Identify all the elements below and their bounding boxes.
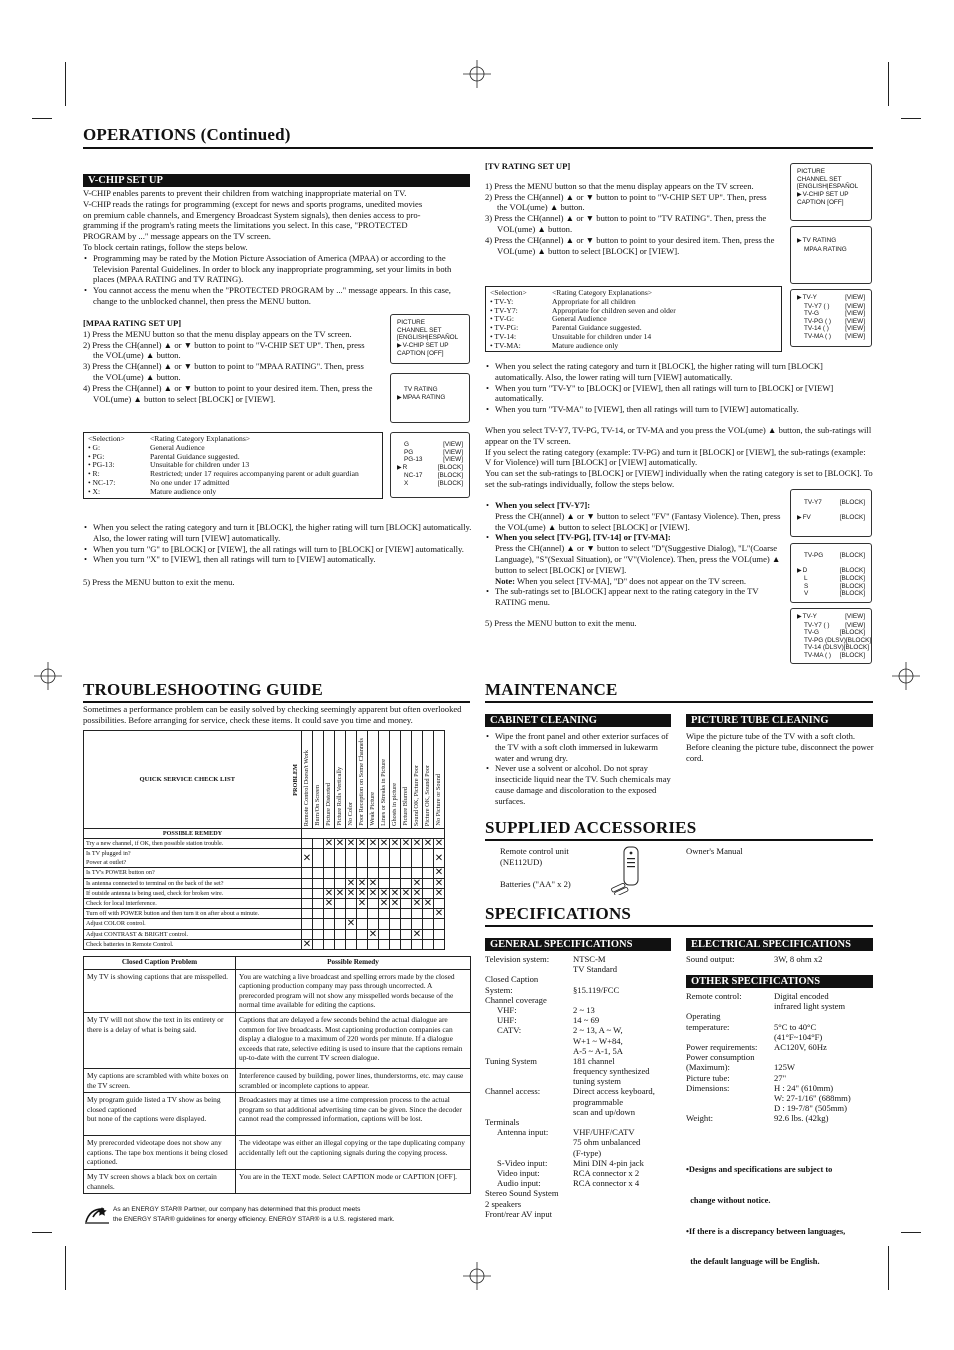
table-row xyxy=(84,919,445,929)
spec-row: frequency synthesized xyxy=(573,1066,650,1077)
spec-row: Remote control: Digital encoded xyxy=(686,991,829,1001)
table-row: • G: General Audience xyxy=(88,442,205,452)
check-mark-cell: ✕ xyxy=(346,887,356,899)
check-mark-cell: ✕ xyxy=(379,887,389,899)
list-item: • When you select [TV-Y7]: xyxy=(485,500,785,511)
empty-cell xyxy=(335,939,346,949)
table-row: • TV-MA: Mature audience only xyxy=(490,340,619,350)
spec-row: A-5 ~ A-1, 5A xyxy=(573,1045,624,1056)
table-row xyxy=(84,898,445,908)
check-mark-cell: ✕ xyxy=(357,898,367,910)
empty-cell xyxy=(335,909,346,919)
registration-mark-icon xyxy=(892,662,920,690)
remedy-cell: Is TV plugged in? Power at outlet? xyxy=(84,849,302,868)
menu-screen: PICTURE CHANNEL SET [ENGLISH|ESPAÑOL ▶ V-CHIP SET UP CAPTION [OFF] xyxy=(790,163,872,221)
check-mark-cell: ✕ xyxy=(368,928,378,940)
empty-cell xyxy=(302,929,313,939)
table-row: My TV is showing captions that are misspelled. You are watching a live broadcast and spelling errors made by the closed captioning production company may pass through uncorrected. A prerecorded program will not show any misspelled words because of the normal time available for editing the captions. xyxy=(84,969,471,1012)
sub-rating-section: • When you select [TV-Y7]: Press the CH(annel) ▲ or ▼ button to select "FV" (Fantasy Violence). Then, press the VOL(ume) ▲ button to select [BLOCK] or [VIEW]. • When you select [TV-PG], [TV-14] or [TV-MA]: Press the CH(annel) ▲ or ▼ button to select "D"(Suggestive Dialog), "L"(Coarse Language), "S"(Sexual Situation), or "V"(Violence). Then, press the VOL(ume) ▲ button to select [BLOCK] or [VIEW]. Note: When you select [TV-MA], "D" does not appear on the TV screen. • The sub-ratings set to [BLOCK] appear next to the rating category in the TV RATING menu. 5) Press the MENU button to exit the menu. xyxy=(485,500,785,629)
list-item: • You cannot access the menu when the "PROTECTED PROGRAM by ..." message appears. In this case, change to the unblocked channel, then press the MENU button. xyxy=(83,285,473,307)
spec-row: Stereo Sound System xyxy=(485,1188,559,1199)
troubleshooting-intro: Sometimes a performance problem can be easily solved by checking seemingly apparent but often overlooked possibilities. Before arranging for service, check these items. It could save you time and money. xyxy=(83,704,462,725)
spec-row: Power requirements: AC120V, 60Hz xyxy=(686,1041,827,1052)
empty-cell xyxy=(401,849,412,868)
empty-cell xyxy=(357,919,368,929)
other-specs-bar: OTHER SPECIFICATIONS xyxy=(686,975,873,988)
empty-cell xyxy=(324,939,335,949)
list-item: • When you turn "TV-Y" to [BLOCK] or [VIEW], then all ratings will turn to [BLOCK] or [VIEW] automatically. xyxy=(485,383,873,405)
empty-cell xyxy=(401,909,412,919)
list-item: 3) Press the CH(annel) ▲ or ▼ button to point to "MPAA RATING". Then, press the VOL(ume) ▲ button. xyxy=(83,361,364,382)
crop-mark xyxy=(65,62,66,106)
check-mark-cell: ✕ xyxy=(390,838,400,850)
menu-screen: ▶ TV-Y [VIEW] TV-Y7 ( ) [VIEW] TV-G [VIEW] TV-PG ( ) [VIEW] TV-14 ( ) [VIEW] TV-MA ( ) [VIEW] xyxy=(790,289,872,347)
vchip-bar: V-CHIP SET UP xyxy=(83,174,470,187)
empty-cell xyxy=(324,868,335,878)
empty-cell xyxy=(434,939,445,949)
empty-cell xyxy=(357,929,368,939)
check-mark-cell: ✕ xyxy=(302,849,313,868)
empty-cell xyxy=(379,909,390,919)
crop-mark xyxy=(901,118,921,119)
divider xyxy=(485,839,873,841)
remedy-cell: Turn off with POWER button and then turn it on after about a minute. xyxy=(84,909,302,919)
table-row xyxy=(84,878,445,888)
empty-cell xyxy=(412,849,423,868)
list-item: 4) Press the CH(annel) ▲ or ▼ button to point to your desired item. Then, press the VOL(ume) ▲ button to select [BLOCK] or [VIEW]. xyxy=(485,234,775,256)
check-mark-cell: ✕ xyxy=(401,887,411,899)
empty-cell xyxy=(390,878,401,888)
list-item: • When you select [TV-PG], [TV-14] or [TV-MA]: xyxy=(485,532,785,543)
check-mark-cell: ✕ xyxy=(423,898,433,910)
spec-row: programmable xyxy=(573,1096,624,1107)
check-mark-cell: ✕ xyxy=(324,898,334,910)
menu-screen: ▶ TV RATING MPAA RATING xyxy=(790,226,872,284)
check-mark-cell: ✕ xyxy=(335,838,345,850)
list-item: • The sub-ratings set to [BLOCK] appear next to the rating category in the TV RATING menu. xyxy=(485,586,785,608)
empty-cell xyxy=(302,919,313,929)
remedy-cell: Try a new channel, if OK, then possible station trouble. xyxy=(84,839,302,849)
check-mark-cell: ✕ xyxy=(302,938,312,950)
registration-mark-icon xyxy=(463,1262,491,1290)
check-mark-cell: ✕ xyxy=(346,918,356,930)
spec-row: 2 speakers xyxy=(485,1198,522,1209)
empty-cell xyxy=(324,878,335,888)
menu-screen: G [VIEW] PG [VIEW] PG-13 [VIEW] ▶ R [BLOCK] NC-17 [BLOCK] X [BLOCK] xyxy=(390,432,470,498)
spec-row: Tuning System 181 channel xyxy=(485,1055,615,1066)
empty-cell xyxy=(401,939,412,949)
table-row: • TV-Y7: Appropriate for children seven and older xyxy=(490,305,676,315)
empty-cell xyxy=(313,898,324,908)
vchip-intro: V-CHIP enables parents to prevent their children from watching inappropriate material on TV. V-CHIP reads the ratings for programming (except for news and sports programs, unedited movies on premium cable channels, and Emergency Broadcast System signals), then denies access to pro- gramming if the program's rating meets the limitations you select. In this case, "PROTECTED PROGRAM by ..." message appears on the TV screen. To block certain ratings, follow the steps below. • Programming may be rated by the Motion Picture Association of America (MPAA) or according to the Television Parental Guidelines. In order to block any inappropriate programming, set your limits in both places (MPAA RATING and TV RATING). • You cannot access the menu when the "PROTECTED PROGRAM by ..." message appears. In this case, change to the unblocked channel, then press the MENU button. xyxy=(83,188,473,307)
spec-row: VHF: 2 ~ 13 xyxy=(497,1004,595,1015)
other-specs xyxy=(686,991,876,1123)
empty-cell xyxy=(423,878,434,888)
empty-cell xyxy=(412,939,423,949)
empty-cell xyxy=(324,849,335,868)
spec-row: Video input: RCA connector x 2 xyxy=(497,1167,640,1178)
check-mark-cell: ✕ xyxy=(346,877,356,889)
empty-cell xyxy=(346,929,357,939)
list-item: • Never use a solvent or alcohol. Do not spray insecticide liquid near the TV. Such chemicals may cause damage and discoloration to the exposed surfaces. xyxy=(485,763,671,806)
specifications-heading: SPECIFICATIONS xyxy=(485,904,632,923)
spec-row: TV Standard xyxy=(573,964,617,975)
list-item: 1) Press the MENU button so that the menu display appears on the TV screen. xyxy=(83,328,352,339)
check-mark-cell: ✕ xyxy=(434,849,445,868)
mpaa-section: [MPAA RATING SET UP] 1) Press the MENU button so that the menu display appears on the TV screen. 2) Press the CH(annel) ▲ or ▼ button to point to "V-CHIP SET UP". Then, press the VOL(ume) ▲ button. 3) Press the CH(annel) ▲ or ▼ button to point to "MPAA RATING". Then, press the VOL(ume) ▲ button. 4) Press the CH(annel) ▲ or ▼ button to point to your desired item. Then, press the VOL(ume) ▲ button to select [BLOCK] or [VIEW]. xyxy=(83,318,373,404)
remedy-cell: Is antenna connected to terminal on the back of the set? xyxy=(84,878,302,888)
menu-screen: TV-Y7 [BLOCK] ▶ FV [BLOCK] xyxy=(790,489,872,537)
check-mark-cell: ✕ xyxy=(412,898,422,910)
crop-mark xyxy=(888,62,889,106)
table-row: My captions are scrambled with white boxes on the TV screen. Interference caused by building, power lines, thunderstorms, etc. may cause scrambled or incomplete captions to appear. xyxy=(84,1068,471,1092)
crop-mark xyxy=(888,1246,889,1290)
spec-row: D : 19-7/8" (505mm) xyxy=(774,1103,847,1114)
menu-screen: TV-PG [BLOCK] ▶ D [BLOCK] L [BLOCK] S [BLOCK] V [BLOCK] xyxy=(790,543,872,603)
table-row xyxy=(84,868,445,878)
spec-row: Antenna input: VHF/UHF/CATV xyxy=(497,1127,635,1138)
empty-cell xyxy=(412,909,423,919)
empty-cell xyxy=(357,939,368,949)
registration-mark-icon xyxy=(463,60,491,88)
tv-rating-notes: • When you select the rating category and turn it [BLOCK], the higher rating will turn [BLOCK] automatically. Also, the lower rating will turn [VIEW] automatically. • When you turn "TV-Y" to [BLOCK] or [VIEW], then all ratings will turn to [BLOCK] or [VIEW] automatically. • When you turn "TV-MA" to [VIEW], then all ratings will turn to [VIEW] automatically. When you select TV-Y7, TV-PG, TV-14, or TV-MA and you press the VOL(ume) ▲ button, the sub-ratings will appear on the TV screen. If you select the rating category (example: TV-PG) and turn it [BLOCK] or [VIEW], the sub-ratings (example: V for Violence) will turn [BLOCK] or [VIEW] automatically. You can set the sub-ratings to [BLOCK] or [VIEW] individually when the rating category is set to [BLOCK]. To set the sub-ratings individually, follow the steps below. xyxy=(485,361,873,490)
empty-cell xyxy=(313,878,324,888)
menu-screen: ▶ TV-Y [VIEW] TV-Y7 ( ) [VIEW] TV-G [BLOCK] TV-PG (DLSV) [BLOCK] TV-14 (DLSV) [BLOCK] TV-MA ( ) [BLOCK] xyxy=(790,608,872,664)
empty-cell xyxy=(390,939,401,949)
empty-cell xyxy=(401,929,412,939)
check-mark-cell: ✕ xyxy=(390,898,400,910)
mpaa-notes: • When you select the rating category and turn it [BLOCK], the higher rating will turn [BLOCK] automatically. Also, the lower rating will turn [VIEW] automatically. • When you turn "G" to [BLOCK] or [VIEW], the all ratings will turn to [BLOCK] or [VIEW] automatically. • When you turn "X" to [VIEW], then all ratings will turn to [VIEW] automatically. 5) Press the MENU button to exit the menu. xyxy=(83,522,473,588)
crop-mark xyxy=(32,118,52,119)
empty-cell xyxy=(313,919,324,929)
cabinet-cleaning-bar: CABINET CLEANING xyxy=(485,714,671,727)
spec-row: Operating xyxy=(686,1011,721,1022)
check-mark-cell: ✕ xyxy=(412,877,422,889)
remedy-cell: Check batteries in Remote Control. xyxy=(84,939,302,949)
table-row xyxy=(84,888,445,898)
list-item: 4) Press the CH(annel) ▲ or ▼ button to point to your desired item. Then, press the VOL(ume) ▲ button to select [BLOCK] or [VIEW]. xyxy=(83,382,373,404)
spec-row: Channel access: Direct access keyboard, xyxy=(485,1086,655,1097)
table-row xyxy=(84,839,445,849)
maintenance-heading: MAINTENANCE xyxy=(485,680,618,699)
check-mark-cell: ✕ xyxy=(401,838,411,850)
remedy-cell: Adjust COLOR control. xyxy=(84,919,302,929)
empty-cell xyxy=(324,909,335,919)
list-item: • When you select the rating category and turn it [BLOCK], the higher rating will turn [BLOCK] automatically. Also, the lower rating will turn [VIEW] automatically. xyxy=(485,361,873,383)
empty-cell xyxy=(423,849,434,868)
energy-star-logo-icon xyxy=(84,1205,110,1225)
empty-cell xyxy=(401,898,412,908)
table-row xyxy=(84,929,445,939)
empty-cell xyxy=(401,868,412,878)
spec-row: infrared light system xyxy=(774,1001,846,1012)
list-item: • When you turn "X" to [VIEW], then all ratings will turn to [VIEW] automatically. xyxy=(83,554,473,565)
check-mark-cell: ✕ xyxy=(434,908,444,920)
empty-cell xyxy=(379,929,390,939)
tv-rating-table: <Selection> <Rating Category Explanations> • TV-Y: Appropriate for all children • TV-Y7: Appropriate for children seven and older • TV-G: General Audience • TV-PG: Parental Guidance suggested. • TV-14: Unsuitable for children under 14 • TV-MA: Mature audience only xyxy=(485,286,782,352)
empty-cell xyxy=(401,919,412,929)
cabinet-cleaning-text xyxy=(485,731,671,807)
crop-mark xyxy=(901,1232,921,1233)
empty-cell xyxy=(324,919,335,929)
check-mark-cell: ✕ xyxy=(390,887,400,899)
divider xyxy=(485,701,873,703)
electrical-specs-bar: ELECTRICAL SPECIFICATIONS xyxy=(686,938,873,951)
check-mark-cell: ✕ xyxy=(357,838,367,850)
check-mark-cell: ✕ xyxy=(412,928,422,940)
quick-service-check-list: QUICK SERVICE CHECK LIST PROBLEM Remote Control Doesn't Work Burn/On Screen Picture Distorted Picture Rolls Vertically No Color Poor Reception on Some Channels Weak Picture Lines or Streaks in Picture Ghosts in picture Picture Blurred Sound OK, Picture Poor Picture OK, Sound Poor No Picture or Sound POSSIBLE REMEDY Try a new channel, if OK, then possible station trouble. ✕ ✕ ✕ ✕ ✕ ✕ ✕ ✕ ✕ ✕ ✕ Is TV plugged in? Power at outlet? ✕ ✕ Is TV's POWER button on? ✕ Is antenna connected to terminal on the back of the set? ✕ ✕ ✕ ✕ ✕ If outside antenna is being used, check for broken wire. ✕ ✕ ✕ ✕ ✕ ✕ ✕ ✕ ✕ ✕ Check for local interference. ✕ ✕ ✕ ✕ ✕ ✕ Turn off with POWER button and then turn it on after about a minute. ✕ Adjust COLOR control. ✕ Adjust CONTRAST & BRIGHT control. ✕ ✕ Check batteries in Remote Control. ✕ xyxy=(83,730,445,950)
spec-row: Audio input: RCA connector x 4 xyxy=(497,1178,640,1189)
spec-row: Weight: 92.6 lbs. (42kg) xyxy=(686,1113,829,1124)
check-mark-cell: ✕ xyxy=(379,838,389,850)
check-mark-cell: ✕ xyxy=(379,898,389,910)
empty-cell xyxy=(313,839,324,849)
list-item: 2) Press the CH(annel) ▲ or ▼ button to point to "V-CHIP SET UP". Then, press the VOL(ume) ▲ button. xyxy=(485,191,767,213)
spec-row: Front/rear AV input xyxy=(485,1208,552,1219)
empty-cell xyxy=(313,909,324,919)
registration-mark-icon xyxy=(34,662,62,690)
check-mark-cell: ✕ xyxy=(324,838,334,850)
remedy-cell: Is TV's POWER button on? xyxy=(84,868,302,878)
check-mark-cell: ✕ xyxy=(434,867,444,879)
empty-cell xyxy=(313,888,324,898)
remedy-cell: Adjust CONTRAST & BRIGHT control. xyxy=(84,929,302,939)
check-mark-cell: ✕ xyxy=(423,838,433,850)
check-mark-cell: ✕ xyxy=(368,877,378,889)
empty-cell xyxy=(357,909,368,919)
empty-cell xyxy=(379,939,390,949)
empty-cell xyxy=(302,898,313,908)
list-item: • When you turn "G" to [BLOCK] or [VIEW], the all ratings will turn to [BLOCK] or [VIEW] automatically. xyxy=(83,544,473,555)
check-mark-cell: ✕ xyxy=(324,887,334,899)
table-row: • R: Restricted; under 17 requires accompanying parent or adult guardian xyxy=(88,469,359,479)
empty-cell xyxy=(368,939,379,949)
spec-row: System: §15.119/FCC xyxy=(485,984,620,995)
spec-row: S-Video input: Mini DIN 4-pin jack xyxy=(497,1157,644,1168)
spec-row: Channel coverage xyxy=(485,994,547,1005)
crop-mark xyxy=(32,1232,52,1233)
spec-row: Television system: NTSC-M xyxy=(485,954,606,964)
empty-cell xyxy=(302,909,313,919)
accessory-batteries: Batteries ("AA" x 2) xyxy=(500,879,571,889)
empty-cell xyxy=(313,929,324,939)
list-item: 1) Press the MENU button so that the menu display appears on the TV screen. xyxy=(485,180,754,191)
spec-row: Terminals xyxy=(485,1117,520,1127)
picture-tube-cleaning-bar: PICTURE TUBE CLEANING xyxy=(686,714,873,727)
list-item: • Programming may be rated by the Motion Picture Association of America (MPAA) or according to the Television Parental Guidelines. In order to block any inappropriate programming, set your limits in both places (MPAA RATING and TV RATING). xyxy=(83,253,473,285)
empty-cell xyxy=(313,939,324,949)
spec-notes: •Designs and specifications are subject to change without notice. •If there is a discrepancy between languages, the default language will be English. xyxy=(686,1165,846,1267)
empty-cell xyxy=(434,929,445,939)
check-mark-cell: ✕ xyxy=(412,838,422,850)
check-mark-cell: ✕ xyxy=(412,887,422,899)
table-row: • PG-13: Unsuitable for children under 13 xyxy=(88,460,250,470)
troubleshooting-heading: TROUBLESHOOTING GUIDE xyxy=(83,680,323,699)
divider xyxy=(485,925,873,927)
closed-caption-table: Closed Caption Problem Possible Remedy My TV is showing captions that are misspelled. You are watching a live broadcast and spelling errors made by the closed captioning production company may pass through uncorrected. A prerecorded program will not show any misspelled words because of the normal time available for editing the captions. My TV will not show the text in its entirety or there is a delay of what is being said. Captions that are delayed a few seconds behind the actual dialogue are common for live broadcasts. Most captioning production companies can display a dialogue to a maximum of 220 words per minute. If a dialogue exceeds that rate, selective editing is used to insure that the captions remain up-to-date with the current TV screen dialogue. My captions are scrambled with white boxes on the TV screen. Interference caused by building, power lines, thunderstorms, etc. may cause scrambled or incomplete captions to appear. My program guide listed a TV show as being closed captioned but none of the captions were displayed. Broadcasters may at times use a time compression process to the actual program so that additional advertising time can be given. Since the decoder cannot read the compressed information, captions will be lost. My prerecorded videotape does not show any captions. The tape box mentions it being closed captioned. The videotape was either an illegal copying or the tape duplicating company accidentally left out the captioning signals during the copying process. My TV screen shows a black box on certain channels. You are in the TEXT mode. Select CAPTION mode or CAPTION [OFF]. xyxy=(83,956,471,1194)
empty-cell xyxy=(390,919,401,929)
empty-cell xyxy=(401,878,412,888)
empty-cell xyxy=(335,919,346,929)
spec-row: CATV: 2 ~ 13, A ~ W, xyxy=(497,1025,623,1036)
table-row: • TV-14: Unsuitable for children under 14 xyxy=(490,331,652,341)
spec-row: W: 27-1/16" (688mm) xyxy=(774,1092,851,1103)
list-item: • When you turn "TV-MA" to [VIEW], then all ratings will turn to [VIEW] automatically. xyxy=(485,404,873,415)
general-specs xyxy=(485,954,675,1219)
table-row: • TV-PG: Parental Guidance suggested. xyxy=(490,323,642,333)
table-row: • X: Mature audience only xyxy=(88,486,217,496)
empty-cell xyxy=(368,849,379,868)
empty-cell xyxy=(368,868,379,878)
accessory-manual: Owner's Manual xyxy=(686,846,743,856)
empty-cell xyxy=(346,909,357,919)
empty-cell xyxy=(313,849,324,868)
spec-row: tuning system xyxy=(573,1076,621,1087)
remedy-cell: Check for local interference. xyxy=(84,898,302,908)
empty-cell xyxy=(434,898,445,908)
empty-cell xyxy=(379,878,390,888)
table-row: My prerecorded videotape does not show any captions. The tape box mentions it being closed captioned. The videotape was either an illegal copying or the tape duplicating company accidentally left out the captioning signals during the copying process. xyxy=(84,1136,471,1170)
empty-cell xyxy=(335,929,346,939)
check-mark-cell: ✕ xyxy=(368,838,378,850)
menu-screen: PICTURE CHANNEL SET [ENGLISH|ESPAÑOL ▶ V-CHIP SET UP CAPTION [OFF] xyxy=(390,314,470,364)
table-row: • PG: Parental Guidance suggested. xyxy=(88,451,240,461)
empty-cell xyxy=(368,898,379,908)
spec-row: 75 ohm unbalanced xyxy=(573,1137,641,1148)
table-row xyxy=(84,939,445,949)
mpaa-rating-table: <Selection> <Rating Category Explanations> • G: General Audience • PG: Parental Guidance suggested. • PG-13: Unsuitable for children under 13 • R: Restricted; under 17 requires accompanying parent or adult guardian • NC-17: No one under 17 admitted • X: Mature audience only xyxy=(83,432,383,499)
menu-screen: TV RATING ▶ MPAA RATING xyxy=(390,373,470,423)
empty-cell xyxy=(379,868,390,878)
spec-row: W+1 ~ W+84, xyxy=(573,1035,623,1046)
table-row xyxy=(84,849,445,868)
accessory-remote: Remote control unit (NE112UD) xyxy=(500,846,569,867)
sound-output: Sound output: 3W, 8 ohm x2 xyxy=(686,954,823,964)
empty-cell xyxy=(346,939,357,949)
empty-cell xyxy=(379,919,390,929)
empty-cell xyxy=(346,868,357,878)
table-row: My TV screen shows a black box on certain channels. You are in the TEXT mode. Select CAPTION mode or CAPTION [OFF]. xyxy=(84,1169,471,1193)
empty-cell xyxy=(423,909,434,919)
spec-row: (Maximum): 125W xyxy=(686,1062,796,1073)
empty-cell xyxy=(390,849,401,868)
list-item: 3) Press the CH(annel) ▲ or ▼ button to point to "TV RATING". Then, press the VOL(ume) ▲ button. xyxy=(485,213,767,234)
empty-cell xyxy=(335,849,346,868)
empty-cell xyxy=(302,839,313,849)
crop-mark xyxy=(65,1246,66,1290)
operations-heading: OPERATIONS (Continued) xyxy=(83,125,291,144)
spec-row: (41°F~104°F) xyxy=(774,1031,823,1042)
spec-row: UHF: 14 ~ 69 xyxy=(497,1015,600,1026)
empty-cell xyxy=(346,849,357,868)
empty-cell xyxy=(324,929,335,939)
empty-cell xyxy=(346,898,357,908)
empty-cell xyxy=(390,868,401,878)
table-row: • TV-G: General Audience xyxy=(490,314,607,324)
empty-cell xyxy=(368,919,379,929)
table-row xyxy=(84,909,445,919)
picture-tube-cleaning-text: Wipe the picture tube of the TV with a soft cloth. Before cleaning the picture tube, disconnect the power cord. xyxy=(686,731,874,763)
empty-cell xyxy=(412,868,423,878)
tv-rating-section: [TV RATING SET UP] 1) Press the MENU button so that the menu display appears on the TV screen. 2) Press the CH(annel) ▲ or ▼ button to point to "V-CHIP SET UP". Then, press the VOL(ume) ▲ button. 3) Press the CH(annel) ▲ or ▼ button to point to "TV RATING". Then, press the VOL(ume) ▲ button. 4) Press the CH(annel) ▲ or ▼ button to point to your desired item. Then, press the VOL(ume) ▲ button to select [BLOCK] or [VIEW]. xyxy=(485,161,775,256)
check-mark-cell: ✕ xyxy=(357,877,367,889)
table-row: My program guide listed a TV show as being closed captioned but none of the captions were displayed. Broadcasters may at times use a time compression process to the actual program so that additional advertising time can be given. Since the decoder cannot read the compressed information, captions will be lost. xyxy=(84,1093,471,1136)
empty-cell xyxy=(423,888,434,898)
empty-cell xyxy=(313,868,324,878)
empty-cell xyxy=(302,878,313,888)
empty-cell xyxy=(390,909,401,919)
divider xyxy=(83,701,470,703)
spec-row: Picture tube: 27" xyxy=(686,1072,787,1083)
list-item: 2) Press the CH(annel) ▲ or ▼ button to point to "V-CHIP SET UP". Then, press the VOL(ume) ▲ button. xyxy=(83,339,365,361)
empty-cell xyxy=(302,868,313,878)
table-row: • NC-17: No one under 17 admitted xyxy=(88,477,230,487)
remote-control-icon xyxy=(610,845,646,895)
empty-cell xyxy=(390,929,401,939)
empty-cell xyxy=(368,909,379,919)
table-row: My TV will not show the text in its entirety or there is a delay of what is being said. Captions that are delayed a few seconds behind the actual dialogue are common for live broadcasts. Most captioning production companies can display a dialogue to a maximum of 220 words per minute. If a dialogue exceeds that rate, selective editing is used to insure that the captions remain up-to-date with the current TV screen dialogue. xyxy=(84,1012,471,1068)
empty-cell xyxy=(423,868,434,878)
spec-row: Dimensions: H : 24" (610mm) xyxy=(686,1082,834,1093)
spec-row: Closed Caption xyxy=(485,974,539,985)
empty-cell xyxy=(423,929,434,939)
spec-row: scan and up/down xyxy=(573,1106,636,1117)
spec-row: (F-type) xyxy=(573,1147,602,1158)
divider xyxy=(83,147,873,149)
remedy-cell: If outside antenna is being used, check for broken wire. xyxy=(84,888,302,898)
energy-star-text: As an ENERGY STAR® Partner, our company has determined that this product meets the ENERGY STAR® guidelines for energy efficiency. ENERGY STAR® is a U.S. registered mark. xyxy=(113,1206,395,1223)
empty-cell xyxy=(335,868,346,878)
list-item: • When you select the rating category and turn it [BLOCK], the higher rating will turn [BLOCK] automatically. Also, the lower rating will turn [VIEW] automatically. xyxy=(83,522,473,544)
empty-cell xyxy=(335,878,346,888)
table-row: • TV-Y: Appropriate for all children xyxy=(490,296,636,306)
empty-cell xyxy=(335,898,346,908)
empty-cell xyxy=(357,849,368,868)
empty-cell xyxy=(357,868,368,878)
check-mark-cell: ✕ xyxy=(434,877,444,889)
check-mark-cell: ✕ xyxy=(368,887,378,899)
spec-row: Power consumption xyxy=(686,1052,755,1063)
check-mark-cell: ✕ xyxy=(434,887,444,899)
accessories-heading: SUPPLIED ACCESSORIES xyxy=(485,818,697,837)
list-item: • Wipe the front panel and other exterior surfaces of the TV with a soft cloth immersed in lukewarm water and wrung dry. xyxy=(485,731,671,763)
empty-cell xyxy=(434,919,445,929)
empty-cell xyxy=(423,919,434,929)
empty-cell xyxy=(379,849,390,868)
check-mark-cell: ✕ xyxy=(434,838,444,850)
empty-cell xyxy=(412,919,423,929)
empty-cell xyxy=(302,888,313,898)
spec-row: temperature: 5°C to 40°C xyxy=(686,1021,817,1032)
general-specs-bar: GENERAL SPECIFICATIONS xyxy=(485,938,671,951)
check-mark-cell: ✕ xyxy=(346,838,356,850)
empty-cell xyxy=(423,939,434,949)
check-mark-cell: ✕ xyxy=(335,887,345,899)
check-mark-cell: ✕ xyxy=(357,887,367,899)
qsc-title: QUICK SERVICE CHECK LIST xyxy=(84,731,291,829)
